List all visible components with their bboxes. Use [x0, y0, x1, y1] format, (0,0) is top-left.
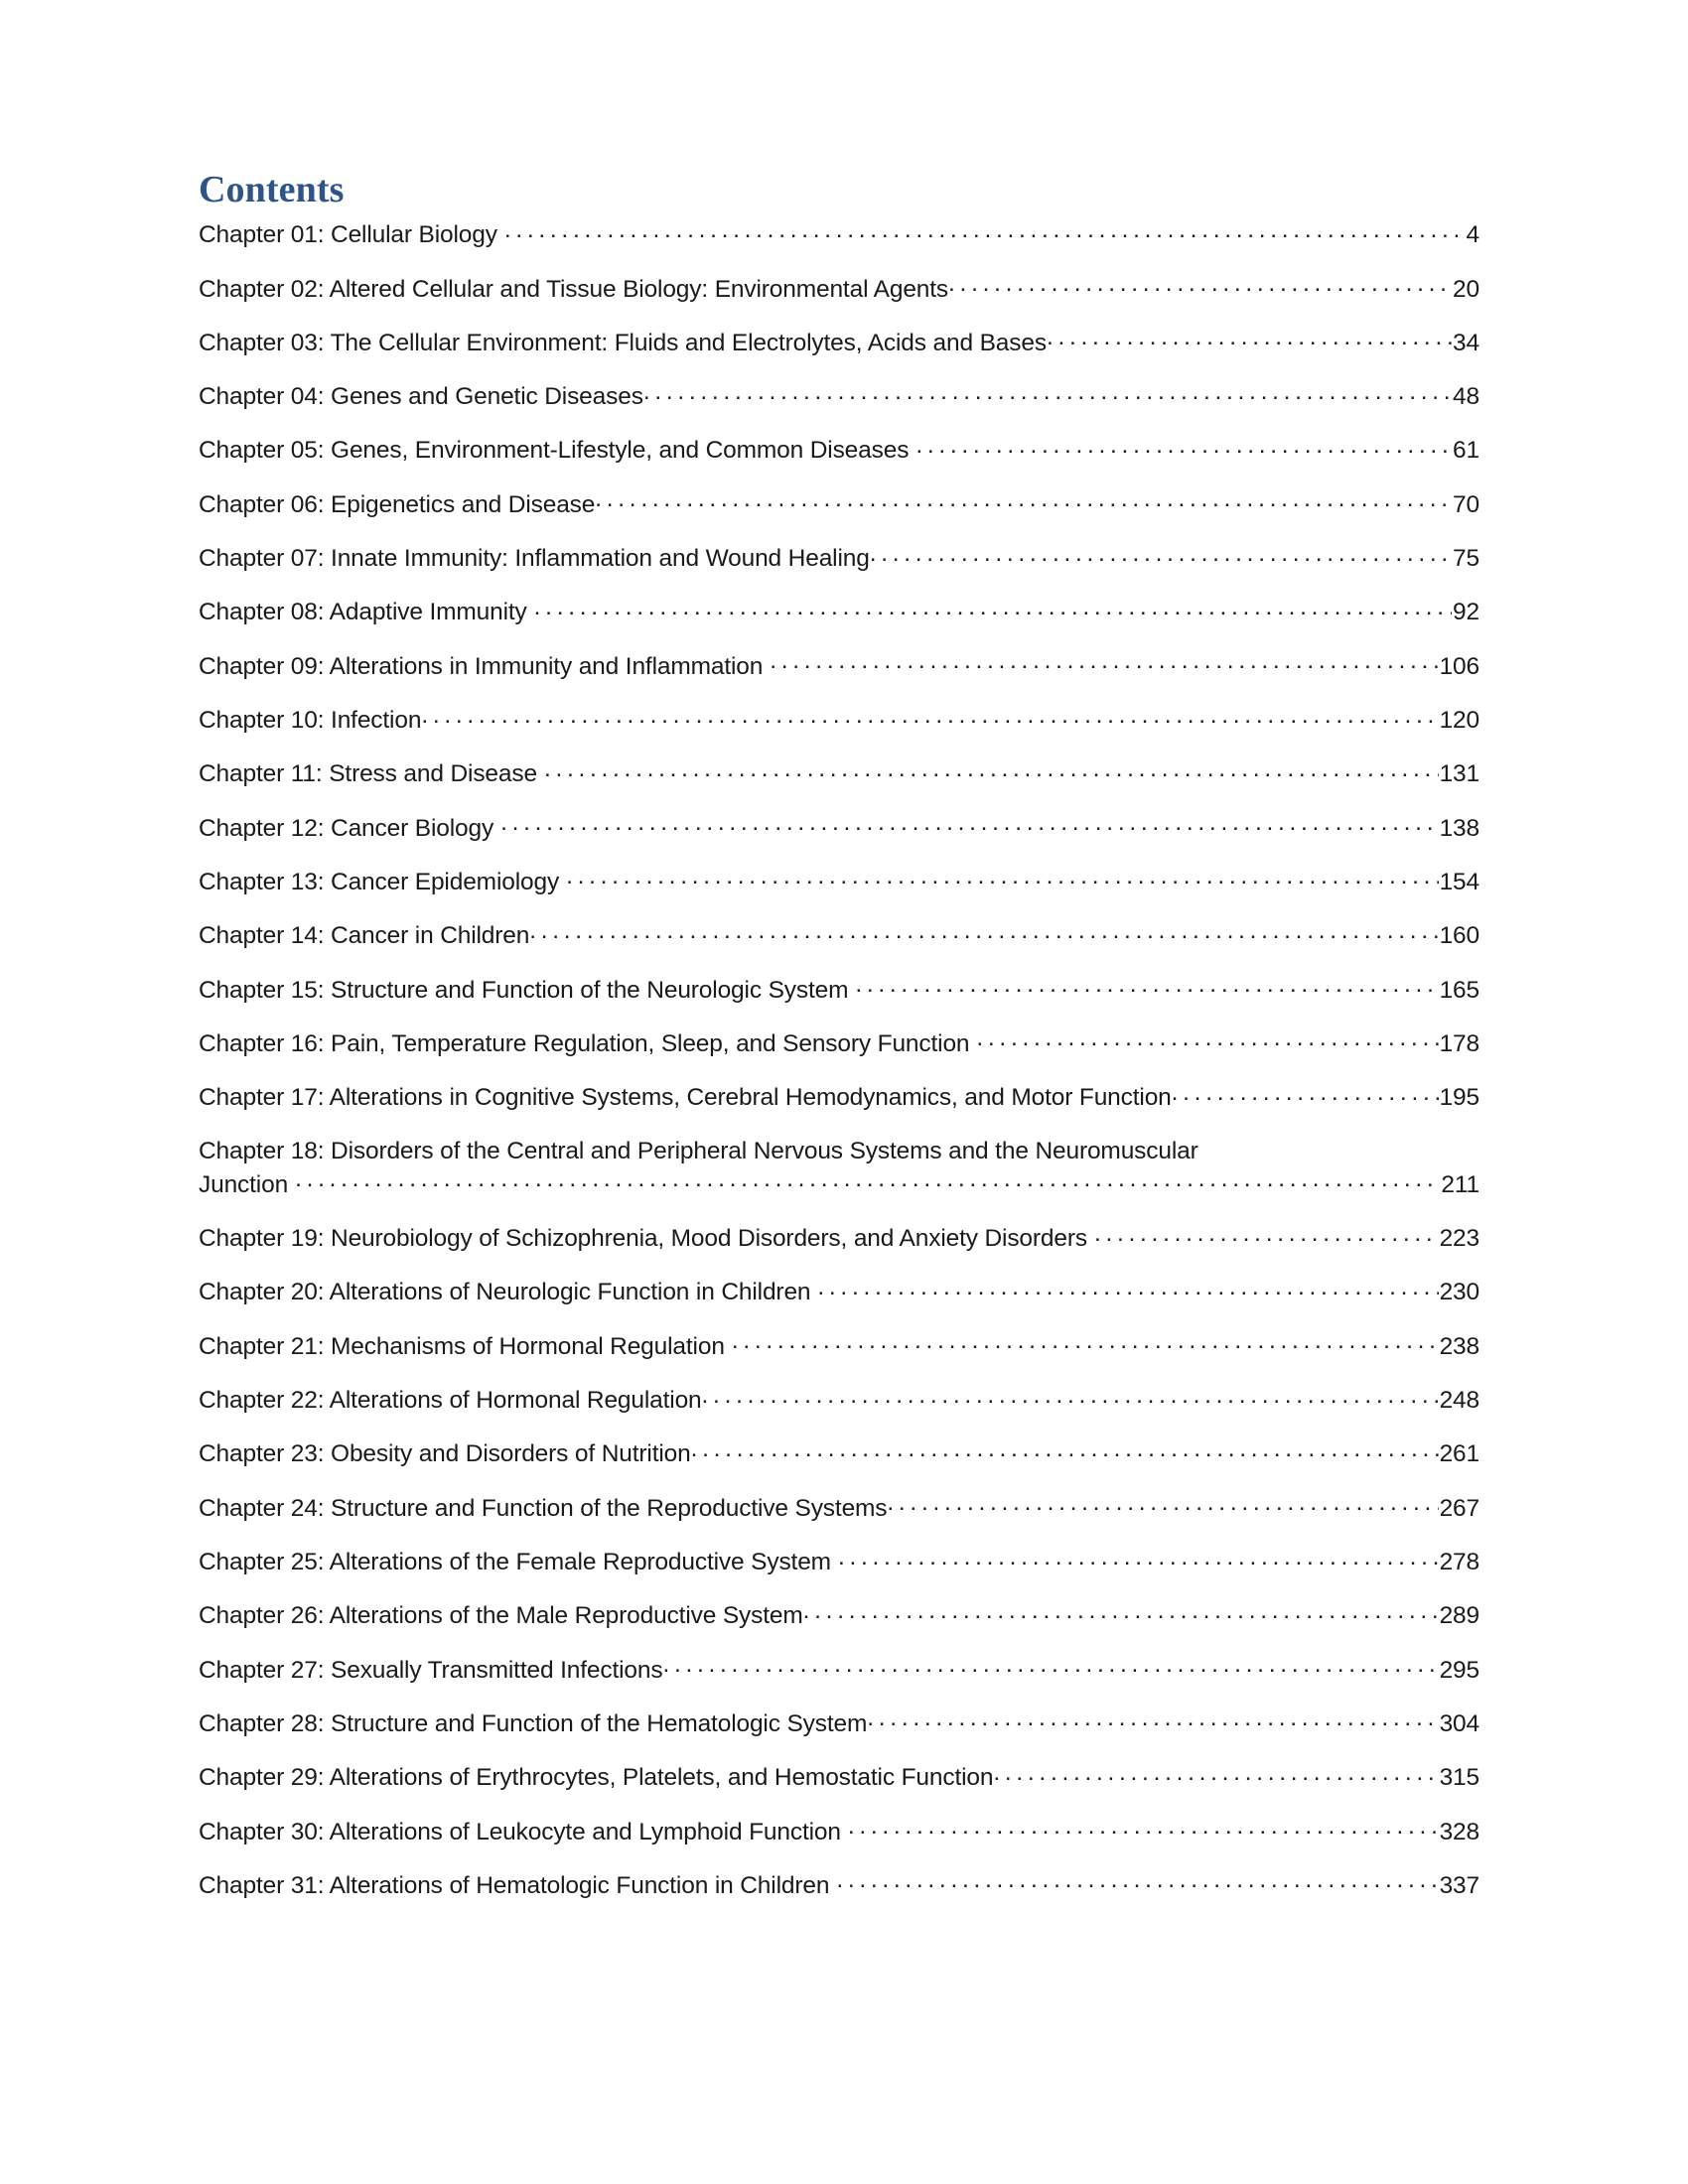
toc-content-area: [199, 169, 1479, 1923]
toc-entry-row: [199, 1384, 1479, 1418]
dot-leader: [1094, 1222, 1439, 1247]
toc-entry-row: [199, 487, 1479, 521]
dot-leader: [870, 542, 1452, 567]
toc-page-number: 178: [1439, 1029, 1479, 1057]
toc-entry-row: [199, 1222, 1479, 1256]
toc-entry[interactable]: [199, 487, 1479, 521]
toc-entry[interactable]: [199, 326, 1479, 359]
dot-leader: [848, 1815, 1439, 1840]
toc-entry-row: [199, 649, 1479, 683]
toc-entry[interactable]: [199, 1135, 1479, 1201]
dot-leader: [838, 1546, 1439, 1570]
toc-entry[interactable]: [199, 1026, 1479, 1060]
toc-entry-title: Chapter 20: Alterations of Neurologic Function in Children: [199, 1279, 811, 1306]
toc-entry-row: [199, 1491, 1479, 1525]
dot-leader: [295, 1167, 1440, 1192]
toc-entry[interactable]: [199, 704, 1479, 738]
toc-entry-title: Chapter 03: The Cellular Environment: Fluids and Electrolytes, Acids and Bases: [199, 329, 1047, 356]
toc-page-number: 4: [1466, 221, 1479, 249]
toc-entry-title: Chapter 19: Neurobiology of Schizophrenia, Mood Disorders, and Anxiety Disorders: [199, 1225, 1087, 1253]
toc-entry-title: Chapter 31: Alterations of Hematologic Function in Children: [199, 1871, 830, 1899]
dot-leader: [702, 1384, 1439, 1409]
toc-entry-title: Chapter 13: Cancer Epidemiology: [199, 868, 560, 895]
toc-entry[interactable]: [199, 1653, 1479, 1687]
toc-entry-title: Chapter 18: Disorders of the Central and Peripheral Nervous Systems and the Neuromuscular: [199, 1138, 1198, 1164]
toc-entry-row: [199, 542, 1479, 576]
dot-leader: [887, 1491, 1438, 1516]
toc-page-number: 223: [1439, 1225, 1479, 1253]
toc-entry-title: Chapter 14: Cancer in Children: [199, 922, 530, 950]
toc-page-number: 34: [1453, 329, 1479, 356]
dot-leader: [643, 380, 1452, 405]
toc-entry[interactable]: [199, 1761, 1479, 1795]
dot-leader: [867, 1706, 1438, 1731]
toc-entry-title: Chapter 16: Pain, Temperature Regulation, Sleep, and Sensory Function: [199, 1029, 970, 1057]
toc-page-number: 160: [1439, 922, 1479, 950]
dot-leader: [691, 1437, 1439, 1462]
toc-entry[interactable]: [199, 272, 1479, 306]
toc-entry-title: Chapter 11: Stress and Disease: [199, 760, 537, 788]
dot-leader: [976, 1026, 1438, 1051]
toc-entry-row: [199, 1276, 1479, 1309]
dot-leader: [836, 1868, 1438, 1893]
toc-entry[interactable]: [199, 865, 1479, 898]
toc-entry-row: [199, 973, 1479, 1007]
toc-page-number: 20: [1453, 275, 1479, 303]
toc-page-number: 195: [1439, 1084, 1479, 1112]
toc-entry-title: Chapter 27: Sexually Transmitted Infections: [199, 1656, 663, 1684]
toc-entry[interactable]: [199, 1815, 1479, 1848]
dot-leader: [732, 1329, 1439, 1354]
toc-entry-title: Chapter 10: Infection: [199, 707, 422, 734]
page-title: Contents: [199, 169, 345, 210]
toc-entry-title: Chapter 04: Genes and Genetic Diseases: [199, 383, 643, 411]
toc-entry-title: Chapter 02: Altered Cellular and Tissue Biology: Environmental Agents: [199, 275, 949, 303]
toc-entry-row: [199, 218, 1479, 252]
toc-page-number: 75: [1453, 545, 1479, 573]
dot-leader: [662, 1653, 1438, 1678]
toc-page-number: 278: [1439, 1549, 1479, 1575]
toc-entry[interactable]: [199, 1491, 1479, 1525]
toc-page-number: 165: [1439, 976, 1479, 1004]
toc-entry-row: [199, 1329, 1479, 1363]
toc-entry[interactable]: [199, 1329, 1479, 1363]
dot-leader: [855, 973, 1438, 998]
toc-entry-row: [199, 1706, 1479, 1740]
toc-entry-row: [199, 1437, 1479, 1471]
toc-entry-title: Chapter 24: Structure and Function of the Reproductive Systems: [199, 1494, 888, 1522]
toc-entry-title: Chapter 01: Cellular Biology: [199, 221, 497, 249]
toc-entry-title: Chapter 29: Alterations of Erythrocytes, Platelets, and Hemostatic Function: [199, 1764, 994, 1792]
table-of-contents-list: [199, 218, 1479, 1903]
toc-entry-title-line-2: [199, 1167, 1479, 1201]
dot-leader: [1172, 1081, 1439, 1106]
dot-leader: [529, 919, 1438, 944]
toc-entry-row: [199, 1761, 1479, 1795]
toc-entry-title: Chapter 22: Alterations of Hormonal Regulation: [199, 1387, 702, 1415]
toc-entry[interactable]: [199, 1222, 1479, 1256]
toc-entry[interactable]: [199, 1081, 1479, 1115]
dot-leader: [915, 434, 1452, 459]
toc-entry-row: [199, 865, 1479, 898]
toc-page-number: 267: [1439, 1494, 1479, 1522]
toc-entry-row: [199, 811, 1479, 845]
toc-entry[interactable]: [199, 1437, 1479, 1471]
toc-page-number: 131: [1439, 760, 1479, 788]
toc-entry[interactable]: [199, 1706, 1479, 1740]
toc-entry-row: [199, 704, 1479, 738]
toc-entry-title: Chapter 08: Adaptive Immunity: [199, 599, 527, 626]
toc-entry-title: Chapter 23: Obesity and Disorders of Nutrition: [199, 1440, 691, 1468]
toc-entry-row: [199, 272, 1479, 306]
toc-entry-title: Chapter 26: Alterations of the Male Reproductive System: [199, 1602, 803, 1630]
toc-entry-row: [199, 1026, 1479, 1060]
toc-entry-title: Chapter 07: Innate Immunity: Inflammation and Wound Healing: [199, 545, 870, 573]
toc-entry-row: [199, 1599, 1479, 1633]
dot-leader: [544, 757, 1439, 782]
toc-page-number: 211: [1441, 1170, 1479, 1198]
toc-entry[interactable]: [199, 811, 1479, 845]
toc-entry-title: Chapter 05: Genes, Environment-Lifestyle, and Common Diseases: [199, 437, 910, 465]
toc-entry-title: Chapter 30: Alterations of Leukocyte and Lymphoid Function: [199, 1818, 841, 1845]
dot-leader: [421, 704, 1438, 729]
toc-page-number: 304: [1439, 1709, 1479, 1737]
toc-entry-title: Chapter 09: Alterations in Immunity and Inflammation: [199, 652, 764, 680]
toc-entry-row: [199, 1815, 1479, 1848]
toc-page-number: 48: [1453, 383, 1479, 411]
toc-entry-row: [199, 434, 1479, 468]
toc-entry-row: [199, 380, 1479, 414]
toc-entry[interactable]: [199, 1868, 1479, 1902]
toc-page-number: 328: [1439, 1818, 1479, 1845]
toc-entry-title-line-1: [199, 1135, 1479, 1167]
toc-entry[interactable]: [199, 596, 1479, 629]
toc-page-number: 70: [1453, 490, 1479, 518]
toc-entry-title: Chapter 15: Structure and Function of the Neurologic System: [199, 976, 849, 1004]
toc-page-number: 295: [1439, 1656, 1479, 1684]
toc-entry[interactable]: [199, 1384, 1479, 1418]
toc-entry[interactable]: [199, 919, 1479, 953]
toc-entry-row: [199, 1081, 1479, 1115]
toc-entry-row: [199, 1653, 1479, 1687]
toc-entry-row: [199, 326, 1479, 359]
toc-page-number: 154: [1439, 868, 1479, 895]
toc-entry-title: Chapter 21: Mechanisms of Hormonal Regulation: [199, 1332, 725, 1360]
toc-entry-title: Chapter 28: Structure and Function of the Hematologic System: [199, 1709, 868, 1737]
toc-entry-row: [199, 757, 1479, 791]
toc-entry-row: [199, 1546, 1479, 1579]
toc-entry[interactable]: [199, 1546, 1479, 1579]
toc-entry[interactable]: [199, 1599, 1479, 1633]
dot-leader: [770, 649, 1438, 674]
toc-entry-row: [199, 1868, 1479, 1902]
dot-leader: [1047, 326, 1452, 350]
toc-entry[interactable]: [199, 973, 1479, 1007]
toc-entry[interactable]: [199, 218, 1479, 252]
toc-page-number: 230: [1439, 1279, 1479, 1306]
toc-entry-title: Chapter 25: Alterations of the Female Reproductive System: [199, 1549, 831, 1575]
toc-entry[interactable]: [199, 649, 1479, 683]
toc-page-number: 92: [1453, 599, 1479, 626]
dot-leader: [817, 1276, 1438, 1300]
toc-page-number: 248: [1439, 1387, 1479, 1415]
toc-entry-row: [199, 919, 1479, 953]
toc-page-number: 315: [1439, 1764, 1479, 1792]
dot-leader: [595, 487, 1452, 512]
toc-page-number: 138: [1439, 814, 1479, 842]
dot-leader: [500, 811, 1438, 836]
toc-entry-title: Chapter 17: Alterations in Cognitive Systems, Cerebral Hemodynamics, and Motor Function: [199, 1084, 1172, 1112]
toc-entry[interactable]: [199, 757, 1479, 791]
dot-leader: [566, 865, 1439, 889]
toc-entry-row: [199, 596, 1479, 629]
toc-entry[interactable]: [199, 434, 1479, 468]
toc-page-number: 289: [1439, 1602, 1479, 1630]
dot-leader: [534, 596, 1452, 620]
dot-leader: [993, 1761, 1438, 1786]
dot-leader: [948, 272, 1452, 297]
dot-leader: [504, 218, 1466, 243]
toc-page-number: 106: [1439, 652, 1479, 680]
dot-leader: [803, 1599, 1439, 1624]
toc-page-number: 337: [1439, 1871, 1479, 1899]
toc-entry-title: Chapter 12: Cancer Biology: [199, 814, 494, 842]
toc-page-number: 238: [1439, 1332, 1479, 1360]
toc-page-number: 61: [1453, 437, 1479, 465]
toc-entry[interactable]: [199, 380, 1479, 414]
toc-entry-title: Junction: [199, 1170, 289, 1198]
toc-page-number: 261: [1439, 1440, 1479, 1468]
toc-page-number: 120: [1439, 707, 1479, 734]
toc-entry[interactable]: [199, 542, 1479, 576]
toc-entry-title: Chapter 06: Epigenetics and Disease: [199, 490, 596, 518]
toc-entry[interactable]: [199, 1276, 1479, 1309]
